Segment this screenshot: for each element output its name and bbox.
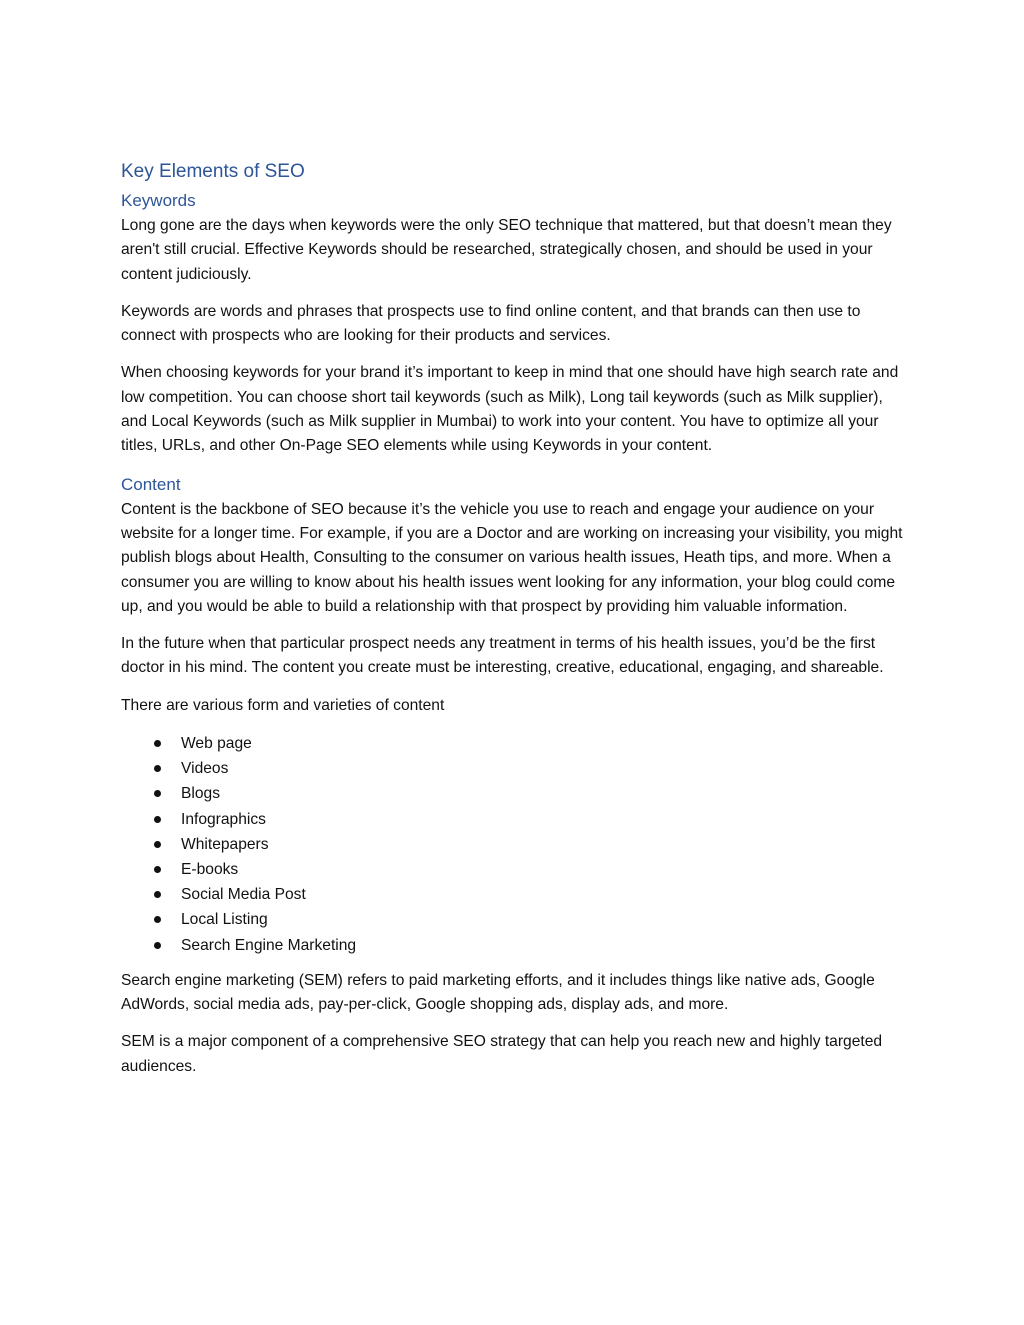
list-item-label: Infographics bbox=[181, 810, 266, 828]
bullet-icon bbox=[154, 841, 161, 848]
sem-paragraph-2: SEM is a major component of a comprehensive SEO strategy that can help you reach new and highly targeted audiences. bbox=[121, 1033, 883, 1075]
list-item-label: E-books bbox=[181, 861, 239, 879]
list-item-label: Blogs bbox=[181, 785, 221, 803]
bullet-icon bbox=[154, 916, 161, 923]
sem-paragraph-1: Search engine marketing (SEM) refers to paid marketing efforts, and it includes things like native ads, Google AdWords, social media ads, pay-per-click, Google shopping ads, display ads, and more. bbox=[121, 971, 875, 1014]
bullet-icon bbox=[154, 740, 161, 747]
list-item bbox=[121, 756, 911, 781]
list-item bbox=[121, 832, 911, 857]
list-item-label: Web page bbox=[181, 735, 252, 753]
section-heading-keywords: Keywords bbox=[121, 191, 196, 210]
content-types-list bbox=[121, 731, 911, 958]
keywords-paragraph-3: When choosing keywords for your brand it’s important to keep in mind that one should have high search rate and low competition. You can choose short tail keywords (such as Milk), Long tail keywords (such as Milk supplier), and Local Keywords (such as Milk supplier in Mumbai) to work into your content. You have to optimize all your titles, URLs, and other On-Page SEO elements while using Keywords in your content. bbox=[121, 364, 899, 455]
list-item-label: Videos bbox=[181, 760, 229, 778]
list-item-label: Whitepapers bbox=[181, 835, 269, 853]
bullet-icon bbox=[154, 891, 161, 898]
list-item-label: Local Listing bbox=[181, 911, 268, 929]
document-title: Key Elements of SEO bbox=[121, 161, 305, 182]
list-item bbox=[121, 882, 911, 907]
section-heading-content: Content bbox=[121, 474, 181, 494]
content-paragraph-3: There are various form and varieties of content bbox=[121, 696, 445, 714]
keywords-paragraph-2: Keywords are words and phrases that prospects use to find online content, and that brands can then use to connect with prospects who are looking for their products and services. bbox=[121, 302, 861, 345]
list-item bbox=[121, 857, 911, 882]
bullet-icon bbox=[154, 765, 161, 772]
list-item bbox=[121, 807, 911, 832]
list-item bbox=[121, 907, 911, 932]
bullet-icon bbox=[154, 942, 161, 949]
document-page bbox=[121, 158, 911, 1092]
list-item bbox=[121, 731, 911, 756]
list-item-label: Search Engine Marketing bbox=[181, 936, 357, 954]
bullet-icon bbox=[154, 790, 161, 797]
content-paragraph-2: In the future when that particular prospect needs any treatment in terms of his health issues, you’d be the first doctor in his mind. The content you create must be interesting, creative, educational, engaging, and shareable. bbox=[121, 635, 884, 677]
keywords-paragraph-1: Long gone are the days when keywords were the only SEO technique that mattered, but that doesn’t mean they aren't still crucial. Effective Keywords should be researched, strategically chosen, and should be used in your content judiciously. bbox=[121, 217, 892, 283]
content-paragraph-1: Content is the backbone of SEO because it’s the vehicle you use to reach and engage your audience on your website for a longer time. For example, if you are a Doctor and are working on increasing your visibility, you might publish blogs about Health, Consulting to the consumer on various health issues, Heath tips, and more. When a consumer you are willing to know about his health issues went looking for any information, your blog could come up, and you would be able to build a relationship with that prospect by providing him valuable information. bbox=[121, 500, 903, 615]
list-item-label: Social Media Post bbox=[181, 886, 306, 904]
list-item bbox=[121, 781, 911, 806]
bullet-icon bbox=[154, 816, 161, 823]
bullet-icon bbox=[154, 866, 161, 873]
list-item bbox=[121, 933, 911, 958]
